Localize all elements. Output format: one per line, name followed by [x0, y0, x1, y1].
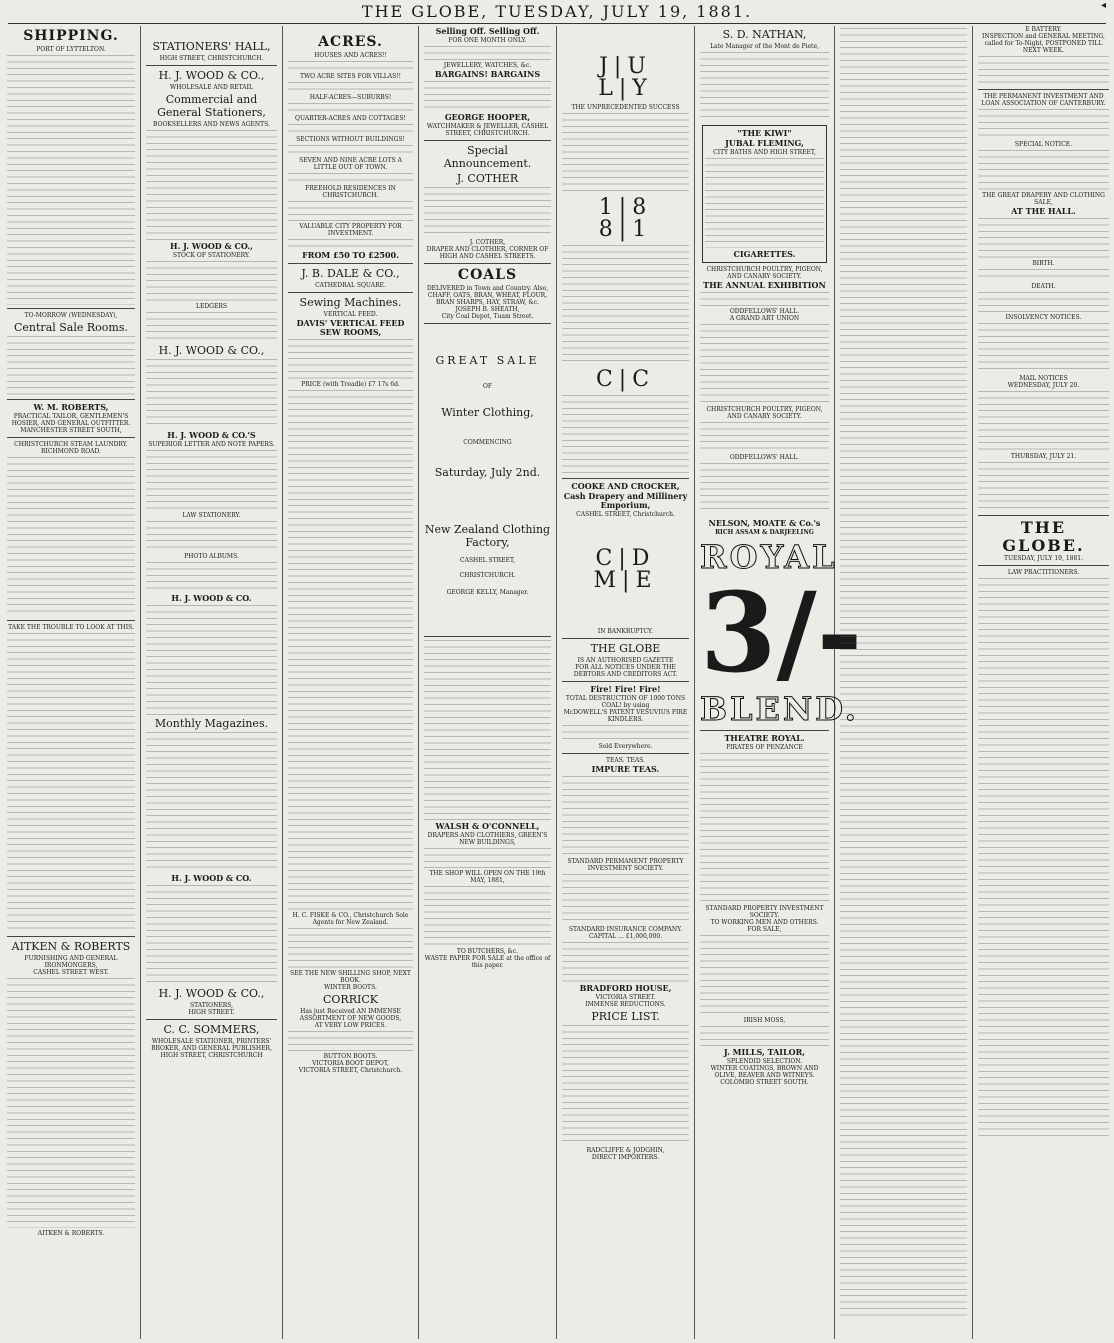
jubal-sub: CITY BATHS AND HIGH STREET, — [713, 149, 816, 156]
sewing-text — [288, 390, 413, 910]
kiwi-text — [705, 158, 824, 248]
battery: E BATTERY. — [1025, 26, 1062, 33]
hj-wood-accounts: H. J. WOOD & CO., — [158, 344, 265, 357]
high-street: HIGH STREET. — [188, 1009, 235, 1016]
standard-permanent: STANDARD PERMANENT PROPERTY INVESTMENT SOCIETY. — [567, 858, 684, 872]
superior-papers: SUPERIOR LETTER AND NOTE PAPERS. — [148, 441, 275, 448]
price-list: PRICE LIST. — [591, 1010, 660, 1023]
cooke-sub: Cash Drapery and Millinery Emporium, — [563, 491, 688, 510]
column-stationers — [141, 26, 282, 1339]
to-working-men: TO WORKING MEN AND OTHERS. — [710, 919, 819, 926]
oddfellows-text — [700, 463, 829, 513]
walsh-text2 — [424, 848, 551, 868]
poultry-society: CHRISTCHURCH POULTRY, PIGEON, AND CANARY SOCIETY. — [706, 266, 823, 280]
fiske-text — [288, 928, 413, 968]
quarter-acres: QUARTER-ACRES AND COTTAGES! — [295, 115, 406, 122]
column-cooke — [557, 26, 694, 1339]
winter-boots: WINTER BOOTS. — [324, 984, 377, 991]
globe-date: TUESDAY, JULY 19, 1881. — [1003, 555, 1083, 562]
moss-text — [700, 1026, 829, 1046]
laundry-text — [7, 457, 135, 617]
bradford-addr: VICTORIA STREET. — [595, 994, 656, 1001]
roberts-name: W. M. ROBERTS, — [33, 402, 109, 412]
exhibition-text — [700, 292, 829, 306]
sale-text — [7, 336, 135, 396]
cm-ornament: C|D M|E — [593, 546, 658, 593]
roberts-addr: MANCHESTER STREET SOUTH, — [20, 427, 122, 434]
stock-text — [146, 261, 277, 301]
low-prices: AT VERY LOW PRICES. — [314, 1022, 387, 1029]
kiwi-ad-box — [702, 125, 827, 263]
mail-wednesday: WEDNESDAY, JULY 20. — [1007, 382, 1080, 389]
exhibition-text2 — [700, 422, 829, 452]
walsh-name: WALSH & O'CONNELL, — [435, 821, 540, 831]
jubal-fleming: JUBAL FLEMING, — [725, 138, 804, 148]
sheath-name: JOSEPH B. SHEATH, — [455, 306, 520, 313]
winter-coatings: WINTER COATINGS, BROWN AND OLIVE, BEAVER AND WITNEYS. — [710, 1065, 819, 1079]
fire-text — [562, 725, 689, 741]
two-acre-sites: TWO ACRE SITES FOR VILLAS!! — [299, 73, 402, 80]
sewing-machines: Sewing Machines. — [299, 296, 402, 309]
unprecedented: THE UNPRECEDENTED SUCCESS — [571, 104, 680, 111]
hj-stationers: STATIONERS, — [189, 1002, 234, 1009]
standard-insurance: STANDARD INSURANCE COMPANY. — [568, 926, 683, 933]
stationers-text — [146, 130, 277, 240]
hooper-name: GEORGE HOOPER, — [444, 112, 531, 122]
splendid-selection: SPLENDID SELECTION. — [726, 1058, 803, 1065]
insolvency-text — [978, 323, 1109, 373]
button-boots: BUTTON BOOTS. — [323, 1053, 378, 1060]
capital: CAPITAL ... £1,000,000. — [588, 933, 663, 940]
walsh-text — [424, 640, 551, 820]
saturday-date: Saturday, July 2nd. — [434, 466, 541, 479]
theatre-text — [700, 753, 829, 903]
birth: BIRTH. — [1032, 260, 1055, 267]
shop-text — [424, 886, 551, 946]
acres-spacer — [288, 103, 413, 113]
special-notice: SPECIAL NOTICE. — [1014, 141, 1073, 148]
standard-text — [562, 874, 689, 924]
colombo-street: COLOMBO STREET SOUTH. — [720, 1079, 809, 1086]
hooper-sub: WATCHMAKER & JEWELLER, CASHEL STREET, CHRISTCHURCH. — [426, 123, 549, 137]
acres-heading: ACRES. — [318, 34, 383, 50]
inspection-text — [978, 56, 1109, 86]
hall-text — [978, 218, 1109, 258]
cooke-addr: CASHEL STREET, Christchurch. — [576, 511, 675, 518]
teas: TEAS. TEAS. — [606, 757, 645, 764]
grocer-ornament: C|C — [595, 367, 656, 392]
cards-text — [146, 605, 277, 715]
nathan-name: S. D. NATHAN, — [722, 28, 807, 41]
radcliffe-sub: DIRECT IMPORTERS. — [591, 1154, 660, 1161]
nz-factory: New Zealand Clothing Factory, — [424, 523, 551, 549]
photo-text — [146, 562, 277, 592]
teas-text — [562, 776, 689, 856]
nathan-sub: Late Manager of the Mont de Piete, — [710, 43, 819, 50]
impure-teas: IMPURE TEAS. — [591, 764, 660, 774]
stationers-hall: STATIONERS' HALL, — [152, 40, 271, 53]
hj-wood-diaries: H. J. WOOD & CO. — [171, 873, 252, 883]
selling-text — [424, 46, 551, 60]
hj-wood-final: H. J. WOOD & CO., — [158, 987, 265, 1000]
permanent-text — [978, 109, 1109, 139]
great-sale: GREAT SALE — [435, 354, 540, 367]
death: DEATH. — [1031, 283, 1056, 290]
bargains: BARGAINS! BARGAINS — [434, 69, 541, 79]
one-month: FOR ONE MONTH ONLY. — [448, 37, 527, 44]
nelson-moate: NELSON, MOATE & Co.'s — [708, 518, 821, 528]
grocer-text — [562, 395, 689, 475]
cother-text — [424, 187, 551, 237]
port-heading: PORT OF LYTTELTON. — [36, 46, 106, 53]
victoria-depot: VICTORIA BOOT DEPOT, — [312, 1060, 389, 1067]
three-shilling-price: 3/- — [700, 568, 863, 697]
jewellery: JEWELLERY, WATCHES, &c. — [443, 62, 532, 69]
diaries-text — [146, 885, 277, 985]
immense-reductions: IMMENSE REDUCTIONS. — [585, 1001, 666, 1008]
sheath-addr: City Coal Depot, Tuam Street. — [441, 313, 534, 320]
sommers-sub: WHOLESALE STATIONER, PRINTERS' BROKER, AND GENERAL PUBLISHER, — [151, 1038, 272, 1052]
law-heading: LAW PRACTITIONERS. — [1007, 569, 1080, 576]
oddfellows-hall-2: ODDFELLOWS' HALL. — [729, 454, 800, 461]
cooke-name: COOKE AND CROCKER, — [571, 481, 680, 491]
sale-intro: TO-MORROW (WEDNESDAY), — [24, 312, 118, 319]
mail-text — [978, 391, 1109, 451]
authorised-gazette: IS AN AUTHORISED GAZETTE — [577, 657, 674, 664]
acres-spacer — [288, 239, 413, 249]
bradford-house: BRADFORD HOUSE, — [579, 983, 672, 993]
notices-debtors: FOR ALL NOTICES UNDER THE DEBTORS AND CREDITORS ACT. — [573, 664, 678, 678]
fire-heading: Fire! Fire! Fire! — [590, 684, 661, 694]
corrick-name: CORRICK — [323, 993, 378, 1006]
column-selling-off — [419, 26, 556, 1339]
sold-everywhere: Sold Everywhere. — [598, 743, 653, 750]
davis-rooms: DAVIS' VERTICAL FEED SEW ROOMS, — [296, 318, 405, 337]
law-stationery: LAW STATIONERY. — [182, 512, 241, 519]
sale-heading: Central Sale Rooms. — [14, 321, 128, 334]
seven-nine-acre: SEVEN AND NINE ACRE LOTS A LITTLE OUT OF TOWN. — [299, 157, 402, 171]
column-shipping — [2, 26, 140, 1339]
shipping-heading: SHIPPING. — [23, 28, 119, 44]
vertical-feed: VERTICAL FEED. — [323, 311, 378, 318]
for-sale: FOR SALE, — [747, 926, 782, 933]
freehold-residences: FREEHOLD RESIDENCES IN CHRISTCHURCH. — [305, 185, 396, 199]
irish-moss: IRISH MOSS, — [743, 1017, 786, 1024]
hj-wood-name: H. J. WOOD & CO., — [158, 69, 265, 82]
birth-text — [978, 269, 1109, 281]
fiske-agents: H. C. FISKE & CO., Christchurch Sole Agents for New Zealand. — [292, 912, 409, 926]
the-globe: THE GLOBE — [590, 642, 661, 655]
pirates-penzance: PIRATES OF PENZANCE — [726, 744, 803, 751]
editorial-text — [978, 578, 1109, 1138]
dale-name: J. B. DALE & CO., — [301, 267, 400, 280]
death-text — [978, 292, 1109, 312]
roberts-sub: PRACTICAL TAILOR, GENTLEMEN'S HOSIER, AND GENERAL OUTFITTER. — [11, 413, 131, 427]
column-nathan — [695, 26, 863, 1339]
masthead-rule — [8, 23, 1106, 24]
aitken-list — [7, 978, 135, 1228]
magazines-text — [146, 732, 277, 872]
masthead: THE GLOBE, TUESDAY, JULY 19, 1881. — [361, 2, 753, 21]
globe-title: THE GLOBE. — [1002, 518, 1085, 555]
column-notices — [973, 26, 1114, 1339]
corrick-sub: Has just Received AN IMMENSE ASSORTMENT OF NEW GOODS, — [299, 1008, 402, 1022]
permanent-investment: THE PERMANENT INVESTMENT AND LOAN ASSOCIATION OF CANTERBURY. — [981, 93, 1106, 107]
lazarus-text — [7, 633, 135, 933]
special-text — [978, 150, 1109, 190]
ledgers: LEDGERS — [196, 303, 227, 310]
acres-spacer — [288, 61, 413, 71]
unprecedented-text — [562, 113, 689, 193]
winter-clothing: Winter Clothing, — [441, 406, 534, 419]
mail-thursday: THURSDAY, JULY 21. — [1010, 453, 1077, 460]
insolvency-notices: INSOLVENCY NOTICES. — [1005, 314, 1082, 321]
insurance-text — [562, 942, 689, 982]
accounts-text — [146, 359, 277, 429]
blend-text: BLEND. — [700, 690, 859, 728]
special-announcement: Special Announcement. — [443, 144, 532, 170]
radcliffe: RADCLIFFE & JODGHIN, — [586, 1147, 665, 1154]
aitken-name: AITKEN & ROBERTS — [11, 940, 131, 953]
inspection-meeting: INSPECTION and GENERAL MEETING, called for To-Night, POSTPONED TILL NEXT WEEK. — [982, 33, 1105, 54]
photo-albums: PHOTO ALBUMS. — [184, 553, 239, 560]
kiwi-title: "THE KIWI" — [737, 128, 792, 138]
coals-heading: COALS — [457, 267, 518, 283]
valuable-property: VALUABLE CITY PROPERTY FOR INVESTMENT. — [299, 223, 402, 237]
papers-text — [146, 450, 277, 510]
bargains-text — [424, 81, 551, 111]
standard-property: STANDARD PROPERTY INVESTMENT SOCIETY. — [705, 905, 824, 919]
royal-text: ROYAL — [700, 538, 838, 576]
theatre-royal: THEATRE ROYAL. — [724, 733, 805, 743]
acres-text — [288, 201, 413, 221]
davis-text — [288, 339, 413, 379]
sommers-addr: HIGH STREET, CHRISTCHURCH — [160, 1052, 263, 1059]
of-label: OF — [482, 383, 493, 390]
column-wanted — [835, 26, 972, 1339]
new-shilling-shop: SEE THE NEW SHILLING SHOP, NEXT BOOK. — [290, 970, 411, 984]
victoria-addr: VICTORIA STREET, Christchurch. — [298, 1067, 403, 1074]
eighth-ornament: 1|8 8|1 — [598, 195, 653, 242]
column-acres — [283, 26, 418, 1339]
grand-art-union: A GRAND ART UNION — [729, 315, 800, 322]
selling-off: Selling Off. Selling Off. — [435, 26, 540, 36]
kelly-manager: GEORGE KELLY, Manager. — [446, 589, 529, 596]
aitken-foot: AITKEN & ROBERTS. — [37, 1230, 105, 1237]
cother-sub: DRAPER AND CLOTHIER, CORNER OF HIGH AND CASHEL STREETS. — [426, 246, 549, 260]
acres-spacer — [288, 173, 413, 183]
poultry-society-2: CHRISTCHURCH POULTRY, PIGEON, AND CANARY SOCIETY. — [706, 406, 823, 420]
total-destruction: TOTAL DESTRUCTION OF 1000 TONS COAL! by using — [565, 695, 686, 709]
stock-taking-text — [562, 245, 689, 365]
nz-city: CHRISTCHURCH. — [459, 572, 516, 579]
page-marker: ◂ — [1100, 0, 1106, 11]
mdowell-kindlers: McDOWELL'S PATENT VESUVIUS FIRE KINDLERS. — [563, 709, 688, 723]
cother-sign: J. COTHER, — [469, 239, 506, 246]
corrick-text — [288, 1031, 413, 1051]
hj-wood-letter: H. J. WOOD & CO.'S — [167, 430, 256, 440]
oddfellows-hall: ODDFELLOWS' HALL. — [729, 308, 800, 315]
nz-addr: CASHEL STREET, — [460, 557, 515, 564]
booksellers: BOOKSELLERS AND NEWS AGENTS. — [153, 121, 270, 128]
price-range: FROM £50 TO £2500. — [302, 250, 399, 260]
acres-spacer — [288, 82, 413, 92]
bankruptcy: IN BANKRUPTCY. — [597, 628, 654, 635]
commercial-heading: Commercial and General Stationers, — [157, 93, 266, 119]
hj-wood-cards: H. J. WOOD & CO. — [171, 593, 252, 603]
lazarus-heading: TAKE THE TROUBLE TO LOOK AT THIS. — [8, 624, 134, 631]
laundry-heading: CHRISTCHURCH STEAM LAUNDRY. — [14, 441, 128, 448]
monthly-magazines: Monthly Magazines. — [154, 717, 269, 730]
laundry-addr: RICHMOND ROAD. — [40, 448, 101, 455]
at-the-hall: AT THE HALL. — [1011, 206, 1076, 216]
ju-ly-ornament: J|U L|Y — [598, 54, 653, 101]
davis-price: PRICE (with Treadle) £7 17s 6d. — [301, 381, 400, 388]
annual-exhibition: THE ANNUAL EXHIBITION — [703, 280, 826, 290]
houses-acres: HOUSES AND ACRES!! — [314, 52, 387, 59]
waste-paper: WASTE PAPER FOR SALE at the office of this paper. — [424, 955, 551, 969]
dale-addr: CATHEDRAL SQUARE. — [315, 282, 386, 289]
great-drapery-sale: THE GREAT DRAPERY AND CLOTHING SALE, — [982, 192, 1105, 206]
aitken-sub: FURNISHING AND GENERAL IRONMONGERS, — [24, 955, 118, 969]
sections-without: SECTIONS WITHOUT BUILDINGS! — [296, 136, 405, 143]
hj-wood-sub: WHOLESALE AND RETAIL — [170, 84, 253, 91]
stationers-addr: HIGH STREET, CHRISTCHURCH. — [159, 55, 264, 62]
acres-spacer — [288, 124, 413, 134]
walsh-sub: DRAPERS AND CLOTHIERS, GREEN'S NEW BUILDINGS, — [427, 832, 548, 846]
nathan-text — [700, 52, 829, 122]
hj-wood-repeat: H. J. WOOD & CO., — [170, 241, 253, 251]
shipping-news-text — [7, 55, 135, 305]
cigarettes: CIGARETTES. — [733, 249, 796, 259]
rich-assam: RICH ASSAM & DARJEELING — [715, 529, 814, 536]
mail-notices: MAIL NOTICES — [1019, 375, 1068, 382]
coals-sub: DELIVERED in Town and Country. Also, CHAFF, OATS, BRAN, WHEAT, FLOUR, BRAN SHARPS, HAY, STRAW, &c. — [426, 285, 549, 306]
to-butchers: TO BUTCHERS, &c. — [456, 948, 519, 955]
wanted-ads-text — [840, 28, 967, 1318]
the-shop: THE SHOP WILL OPEN ON THE 19th MAY, 1881, — [429, 870, 546, 884]
law-text — [146, 521, 277, 551]
for-sale-text — [700, 935, 829, 1015]
mail-text2 — [978, 462, 1109, 512]
mills-tailor: J. MILLS, TAILOR, — [723, 1047, 806, 1057]
sommers-name: C. C. SOMMERS, — [163, 1023, 260, 1036]
art-union-text — [700, 324, 829, 404]
stock-heading: STOCK OF STATIONERY. — [172, 252, 251, 259]
acres-spacer — [288, 145, 413, 155]
aitken-addr: CASHEL STREET WEST. — [33, 969, 109, 976]
ledgers-text — [146, 312, 277, 342]
price-list-text — [562, 1025, 689, 1145]
cother-name: J. COTHER — [456, 172, 519, 185]
half-acres: HALF-ACRES—SUBURBS! — [309, 94, 392, 101]
commencing: COMMENCING — [463, 439, 512, 446]
